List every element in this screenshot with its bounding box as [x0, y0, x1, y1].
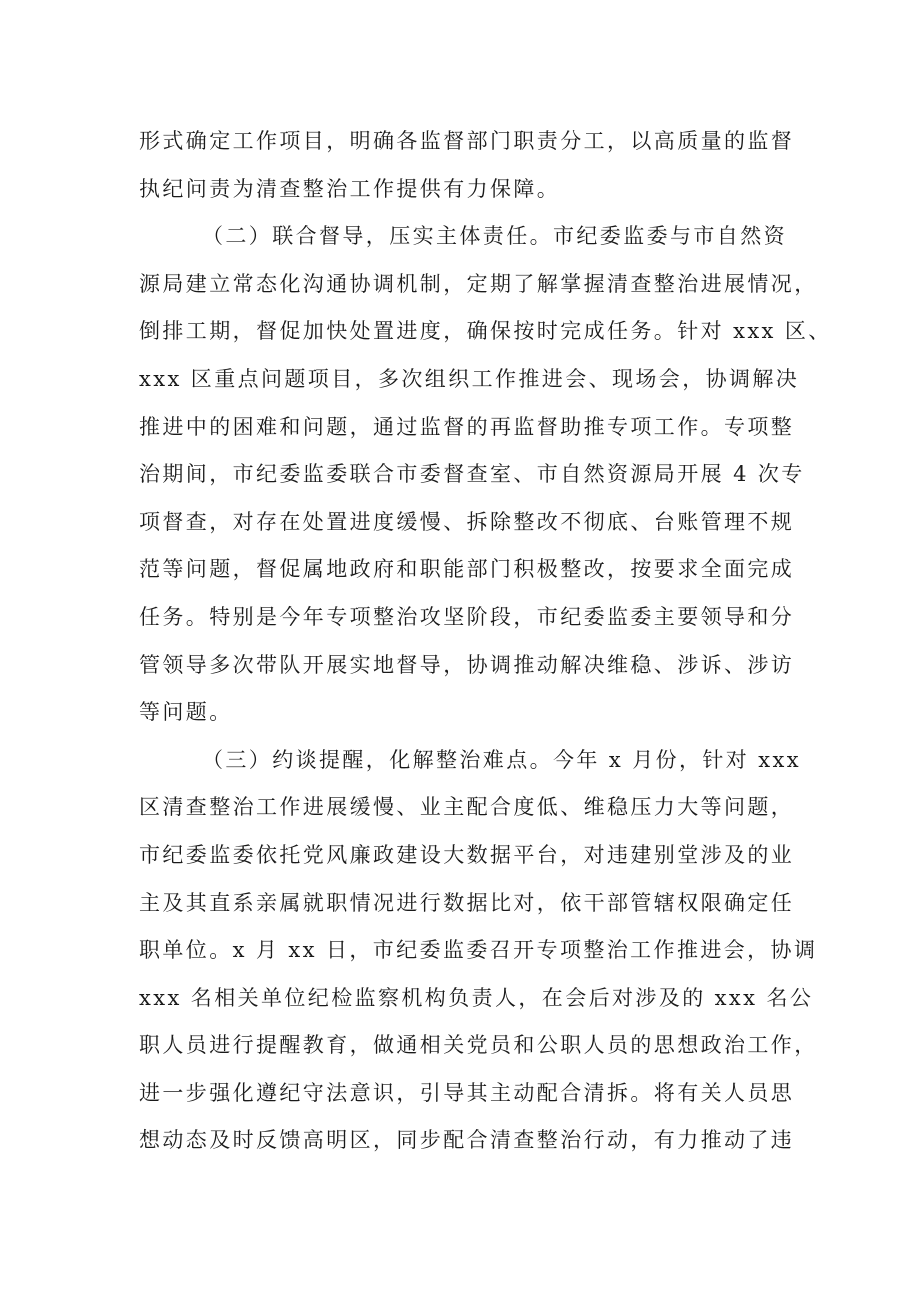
text-line: 职单位。x 月 xx 日，市纪委监委召开专项整治工作推进会，协调 [139, 938, 818, 963]
text-line: 形式确定工作项目，明确各监督部门职责分工，以高质量的监督 [139, 129, 795, 153]
text-line: 推进中的困难和问题，通过监督的再监督助推专项工作。专项整 [139, 414, 795, 439]
text-line: 项督查，对存在处置进度缓慢、拆除整改不彻底、台账管理不规 [139, 509, 795, 534]
paragraph-section-2 [139, 213, 832, 737]
document-body [139, 118, 832, 1165]
paragraph-section-3 [139, 737, 818, 1165]
text-line: 倒排工期，督促加快处置进度，确保按时完成任务。针对 xxx 区、 [139, 319, 832, 344]
text-line: 市纪委监委依托党风廉政建设大数据平台，对违建别堂涉及的业 [139, 842, 795, 867]
text-line: 主及其直系亲属就职情况进行数据比对，依干部管辖权限确定任 [139, 890, 795, 915]
text-line: 执纪问责为清查整治工作提供有力保障。 [139, 176, 561, 201]
text-line: xxx 名相关单位纪检监察机构负责人，在会后对涉及的 xxx 名公 [139, 985, 814, 1010]
text-line: xxx 区重点问题项目，多次组织工作推进会、现场会，协调解决 [139, 366, 800, 391]
text-line: 治期间，市纪委监委联合市委督查室、市自然资源局开展 4 次专 [139, 462, 805, 487]
text-line: 想动态及时反馈高明区，同步配合清查整治行动，有力推动了违 [139, 1128, 795, 1153]
text-line: 任务。特别是今年专项整治攻坚阶段，市纪委监委主要领导和分 [139, 604, 795, 629]
text-line: 等问题。 [139, 700, 233, 725]
section-heading-line: （二）联合督导，压实主体责任。市纪委监委与市自然资 [202, 224, 787, 249]
text-line: 源局建立常态化沟通协调机制，定期了解掌握清查整治进展情况， [139, 271, 818, 296]
section-heading-line: （三）约谈提醒，化解整治难点。今年 x 月份，针对 xxx [202, 747, 801, 772]
text-line: 职人员进行提醒教育，做通相关党员和公职人员的思想政治工作， [139, 1033, 818, 1058]
text-line: 区清查整治工作进展缓慢、业主配合度低、维稳压力大等问题， [139, 795, 795, 820]
text-line: 进一步强化遵纪守法意识，引导其主动配合清拆。将有关人员思 [139, 1080, 795, 1105]
text-line: 管领导多次带队开展实地督导，协调推动解决维稳、涉诉、涉访 [139, 652, 795, 677]
text-line: 范等问题，督促属地政府和职能部门积极整改，按要求全面完成 [139, 557, 795, 582]
paragraph-continuation [139, 118, 799, 213]
